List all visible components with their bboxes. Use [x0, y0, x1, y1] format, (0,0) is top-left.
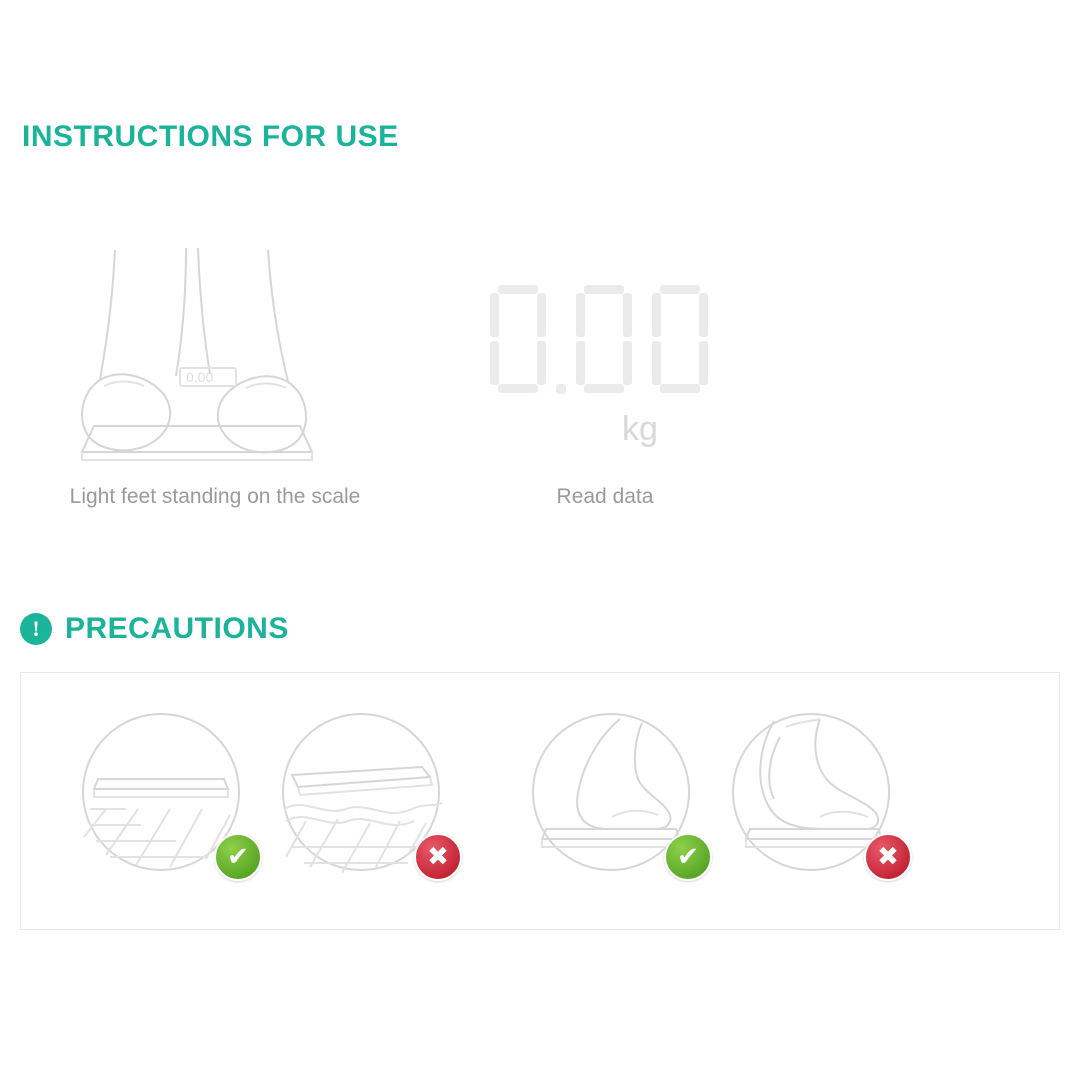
status-badge: ✔ — [664, 833, 712, 881]
instruction-step-caption: Read data — [556, 485, 654, 508]
precautions-items — [21, 673, 1061, 931]
status-badge: ✔ — [214, 833, 262, 881]
lcd-display-icon — [390, 230, 820, 480]
status-badge: ✖ — [414, 833, 462, 881]
precautions-heading: PRECAUTIONS — [65, 612, 289, 645]
feet-on-scale-icon — [0, 230, 430, 480]
exclamation-icon: ! — [20, 613, 52, 645]
precaution-item — [266, 697, 456, 887]
instruction-step-standing — [0, 230, 430, 540]
instruction-steps — [0, 230, 1080, 540]
svg-text:0.00: 0.00 — [186, 369, 214, 385]
instruction-step-caption: Light feet standing on the scale — [69, 485, 361, 508]
status-badge: ✖ — [864, 833, 912, 881]
svg-text:kg: kg — [622, 410, 658, 448]
precaution-item — [516, 697, 706, 887]
precaution-item — [66, 697, 256, 887]
precaution-item — [716, 697, 906, 887]
instruction-step-read — [390, 230, 820, 540]
precautions-panel — [20, 672, 1060, 930]
precautions-heading-group — [20, 612, 289, 646]
instructions-heading: INSTRUCTIONS FOR USE — [22, 120, 399, 153]
